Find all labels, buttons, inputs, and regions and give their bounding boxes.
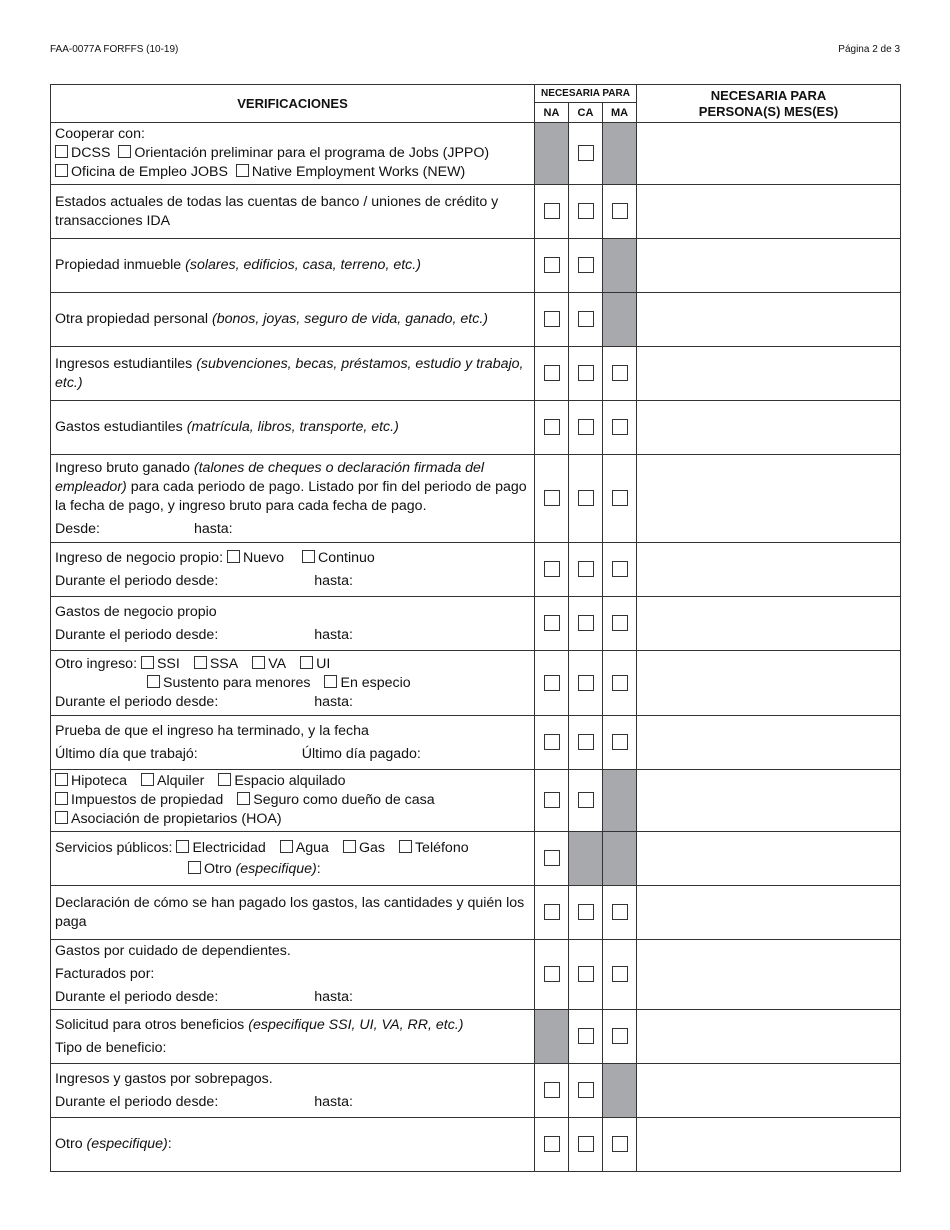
- ma-checkbox[interactable]: [612, 1028, 628, 1044]
- na-checkbox[interactable]: [544, 1082, 560, 1098]
- new-checkbox[interactable]: [236, 164, 249, 177]
- sustento-checkbox[interactable]: [147, 675, 160, 688]
- na-checkbox[interactable]: [544, 792, 560, 808]
- row-propiedad-personal-desc: Otra propiedad personal (bonos, joyas, seguro de vida, ganado, etc.): [51, 293, 535, 347]
- persona-meses-cell[interactable]: [637, 597, 901, 651]
- ma-cell-shaded: [603, 832, 637, 886]
- na-checkbox[interactable]: [544, 615, 560, 631]
- na-checkbox[interactable]: [544, 734, 560, 750]
- ma-checkbox[interactable]: [612, 675, 628, 691]
- desde-label: Desde:: [55, 520, 100, 537]
- ca-checkbox[interactable]: [578, 145, 594, 161]
- row-cuidado-dependientes-desc: Gastos por cuidado de dependientes. Facturados por: Durante el periodo desde: hasta:: [51, 940, 535, 1010]
- row-propiedad-inmueble-desc: Propiedad inmueble (solares, edificios, casa, terreno, etc.): [51, 239, 535, 293]
- row-cuentas-banco-desc: Estados actuales de todas las cuentas de banco / uniones de crédito y transacciones IDA: [51, 185, 535, 239]
- row-ingreso-terminado-desc: Prueba de que el ingreso ha terminado, y la fecha Último día que trabajó: Último día pagado:: [51, 716, 535, 770]
- ca-checkbox[interactable]: [578, 615, 594, 631]
- row-ingresos-estudiantiles: [51, 347, 901, 401]
- electricidad-checkbox[interactable]: [176, 840, 189, 853]
- ma-cell-shaded: [603, 239, 637, 293]
- ssa-checkbox[interactable]: [194, 656, 207, 669]
- ca-checkbox[interactable]: [578, 490, 594, 506]
- ca-checkbox[interactable]: [578, 419, 594, 435]
- header-persona-line1: NECESARIA PARA: [710, 87, 827, 103]
- persona-meses-cell[interactable]: [637, 832, 901, 886]
- row-otro-desc: Otro (especifique):: [51, 1118, 535, 1172]
- header-persona-meses: [637, 85, 901, 123]
- persona-meses-cell[interactable]: [637, 770, 901, 832]
- dcss-checkbox[interactable]: [55, 145, 68, 158]
- na-checkbox[interactable]: [544, 675, 560, 691]
- row-cuidado-dependientes: [51, 940, 901, 1010]
- ca-checkbox[interactable]: [578, 904, 594, 920]
- especio-checkbox[interactable]: [324, 675, 337, 688]
- row-declaracion-gastos-desc: Declaración de cómo se han pagado los gastos, las cantidades y quién los paga: [51, 886, 535, 940]
- persona-meses-cell[interactable]: [637, 185, 901, 239]
- persona-meses-cell[interactable]: [637, 1064, 901, 1118]
- na-checkbox[interactable]: [544, 365, 560, 381]
- ma-checkbox[interactable]: [612, 966, 628, 982]
- na-checkbox[interactable]: [544, 904, 560, 920]
- persona-meses-cell[interactable]: [637, 940, 901, 1010]
- ca-checkbox[interactable]: [578, 1136, 594, 1152]
- row-declaracion-gastos: [51, 886, 901, 940]
- verificaciones-table: [50, 84, 901, 1172]
- persona-meses-cell[interactable]: [637, 401, 901, 455]
- continuo-checkbox[interactable]: [302, 550, 315, 563]
- agua-checkbox[interactable]: [280, 840, 293, 853]
- row-gastos-negocio-desc: Gastos de negocio propio Durante el periodo desde: hasta:: [51, 597, 535, 651]
- row-gastos-estudiantiles: [51, 401, 901, 455]
- header-verificaciones: VERIFICACIONES: [51, 85, 535, 123]
- row-negocio-propio: [51, 543, 901, 597]
- persona-meses-cell[interactable]: [637, 886, 901, 940]
- ma-checkbox[interactable]: [612, 561, 628, 577]
- hipoteca-checkbox[interactable]: [55, 773, 68, 786]
- va-checkbox[interactable]: [252, 656, 265, 669]
- alquiler-checkbox[interactable]: [141, 773, 154, 786]
- na-checkbox[interactable]: [544, 419, 560, 435]
- dcss-label: DCSS: [71, 145, 111, 161]
- page-number: Página 2 de 3: [838, 44, 900, 55]
- row-vivienda-desc: Hipoteca Alquiler Espacio alquilado Impuestos de propiedad Seguro como dueño de casa Asociación de propietarios (HOA): [51, 770, 535, 832]
- na-checkbox[interactable]: [544, 203, 560, 219]
- seguro-checkbox[interactable]: [237, 792, 250, 805]
- header-persona-line2: PERSONA(S) MES(ES): [698, 103, 839, 119]
- ma-checkbox[interactable]: [612, 490, 628, 506]
- header-ca: CA: [569, 103, 603, 123]
- ca-checkbox[interactable]: [578, 257, 594, 273]
- row-otro-ingreso: [51, 651, 901, 716]
- row-ingreso-bruto-desc: Ingreso bruto ganado (talones de cheques o declaración firmada del empleador) para cada periodo de pago. Listado por fin del periodo de pago la fecha de pago, y ingreso bruto para cada fecha de pago. Desde: hasta:: [51, 455, 535, 543]
- persona-meses-cell[interactable]: [637, 651, 901, 716]
- jobs-label: Oficina de Empleo JOBS: [71, 164, 228, 180]
- ca-checkbox[interactable]: [578, 734, 594, 750]
- ma-cell-shaded: [603, 123, 637, 185]
- row-servicios-publicos-desc: Servicios públicos: Electricidad Agua Gas Teléfono Otro (especifique):: [51, 832, 535, 886]
- ca-checkbox[interactable]: [578, 561, 594, 577]
- persona-meses-cell[interactable]: [637, 543, 901, 597]
- row-otros-beneficios-desc: Solicitud para otros beneficios (especifique SSI, UI, VA, RR, etc.) Tipo de beneficio:: [51, 1010, 535, 1064]
- persona-meses-cell[interactable]: [637, 1010, 901, 1064]
- row-sobrepagos: [51, 1064, 901, 1118]
- ca-cell-shaded: [569, 832, 603, 886]
- ma-checkbox[interactable]: [612, 904, 628, 920]
- row-propiedad-inmueble: [51, 239, 901, 293]
- gas-checkbox[interactable]: [343, 840, 356, 853]
- persona-meses-cell[interactable]: [637, 123, 901, 185]
- row-gastos-negocio: [51, 597, 901, 651]
- persona-meses-cell[interactable]: [637, 716, 901, 770]
- header-ma: MA: [603, 103, 637, 123]
- hasta-label: hasta:: [193, 520, 233, 537]
- jobs-checkbox[interactable]: [55, 164, 68, 177]
- ca-cell: [569, 123, 603, 185]
- na-cell-shaded: [535, 123, 569, 185]
- header-na: NA: [535, 103, 569, 123]
- na-checkbox[interactable]: [544, 257, 560, 273]
- ma-checkbox[interactable]: [612, 365, 628, 381]
- persona-meses-cell[interactable]: [637, 293, 901, 347]
- persona-meses-cell[interactable]: [637, 239, 901, 293]
- header-necesaria-para: NECESARIA PARA: [535, 85, 637, 103]
- na-checkbox[interactable]: [544, 850, 560, 866]
- ma-cell-shaded: [603, 1064, 637, 1118]
- impuestos-checkbox[interactable]: [55, 792, 68, 805]
- nuevo-checkbox[interactable]: [227, 550, 240, 563]
- ma-checkbox[interactable]: [612, 734, 628, 750]
- espacio-alquilado-checkbox[interactable]: [218, 773, 231, 786]
- ca-checkbox[interactable]: [578, 311, 594, 327]
- ma-cell-shaded: [603, 293, 637, 347]
- na-checkbox[interactable]: [544, 311, 560, 327]
- ma-checkbox[interactable]: [612, 419, 628, 435]
- otro-servicio-checkbox[interactable]: [188, 861, 201, 874]
- na-checkbox[interactable]: [544, 490, 560, 506]
- row-negocio-propio-desc: Ingreso de negocio propio: Nuevo Continuo Durante el periodo desde: hasta:: [51, 543, 535, 597]
- hoa-checkbox[interactable]: [55, 811, 68, 824]
- na-cell-shaded: [535, 1010, 569, 1064]
- persona-meses-cell[interactable]: [637, 347, 901, 401]
- ma-checkbox[interactable]: [612, 203, 628, 219]
- row-cooperar: [51, 123, 901, 185]
- na-checkbox[interactable]: [544, 561, 560, 577]
- row-vivienda: [51, 770, 901, 832]
- cooperar-title: Cooperar con:: [55, 126, 145, 142]
- telefono-checkbox[interactable]: [399, 840, 412, 853]
- ssi-checkbox[interactable]: [141, 656, 154, 669]
- row-gastos-estudiantiles-desc: Gastos estudiantiles (matrícula, libros, transporte, etc.): [51, 401, 535, 455]
- na-checkbox[interactable]: [544, 966, 560, 982]
- row-otros-beneficios: [51, 1010, 901, 1064]
- ca-checkbox[interactable]: [578, 203, 594, 219]
- ca-checkbox[interactable]: [578, 1082, 594, 1098]
- ca-checkbox[interactable]: [578, 792, 594, 808]
- row-ingresos-estudiantiles-desc: Ingresos estudiantiles (subvenciones, becas, préstamos, estudio y trabajo, etc.): [51, 347, 535, 401]
- jppo-label: Orientación preliminar para el programa de Jobs (JPPO): [134, 145, 490, 161]
- ca-checkbox[interactable]: [578, 1028, 594, 1044]
- row-otro: [51, 1118, 901, 1172]
- na-checkbox[interactable]: [544, 1136, 560, 1152]
- ca-checkbox[interactable]: [578, 966, 594, 982]
- new-label: Native Employment Works (NEW): [251, 164, 466, 180]
- ca-checkbox[interactable]: [578, 365, 594, 381]
- row-otro-ingreso-desc: Otro ingreso: SSI SSA VA UI Sustento para menores En especio Durante el periodo desde: hasta:: [51, 651, 535, 716]
- row-propiedad-personal: [51, 293, 901, 347]
- row-ingreso-bruto: [51, 455, 901, 543]
- row-sobrepagos-desc: Ingresos y gastos por sobrepagos. Durante el periodo desde: hasta:: [51, 1064, 535, 1118]
- ca-checkbox[interactable]: [578, 675, 594, 691]
- ma-cell-shaded: [603, 770, 637, 832]
- jppo-checkbox[interactable]: [118, 145, 131, 158]
- row-ingreso-terminado: [51, 716, 901, 770]
- ui-checkbox[interactable]: [300, 656, 313, 669]
- persona-meses-cell[interactable]: [637, 455, 901, 543]
- ma-checkbox[interactable]: [612, 615, 628, 631]
- row-cuentas-banco: [51, 185, 901, 239]
- form-id: FAA-0077A FORFFS (10-19): [50, 44, 179, 55]
- row-servicios-publicos: [51, 832, 901, 886]
- ma-checkbox[interactable]: [612, 1136, 628, 1152]
- row-cooperar-desc: [51, 123, 535, 185]
- persona-meses-cell[interactable]: [637, 1118, 901, 1172]
